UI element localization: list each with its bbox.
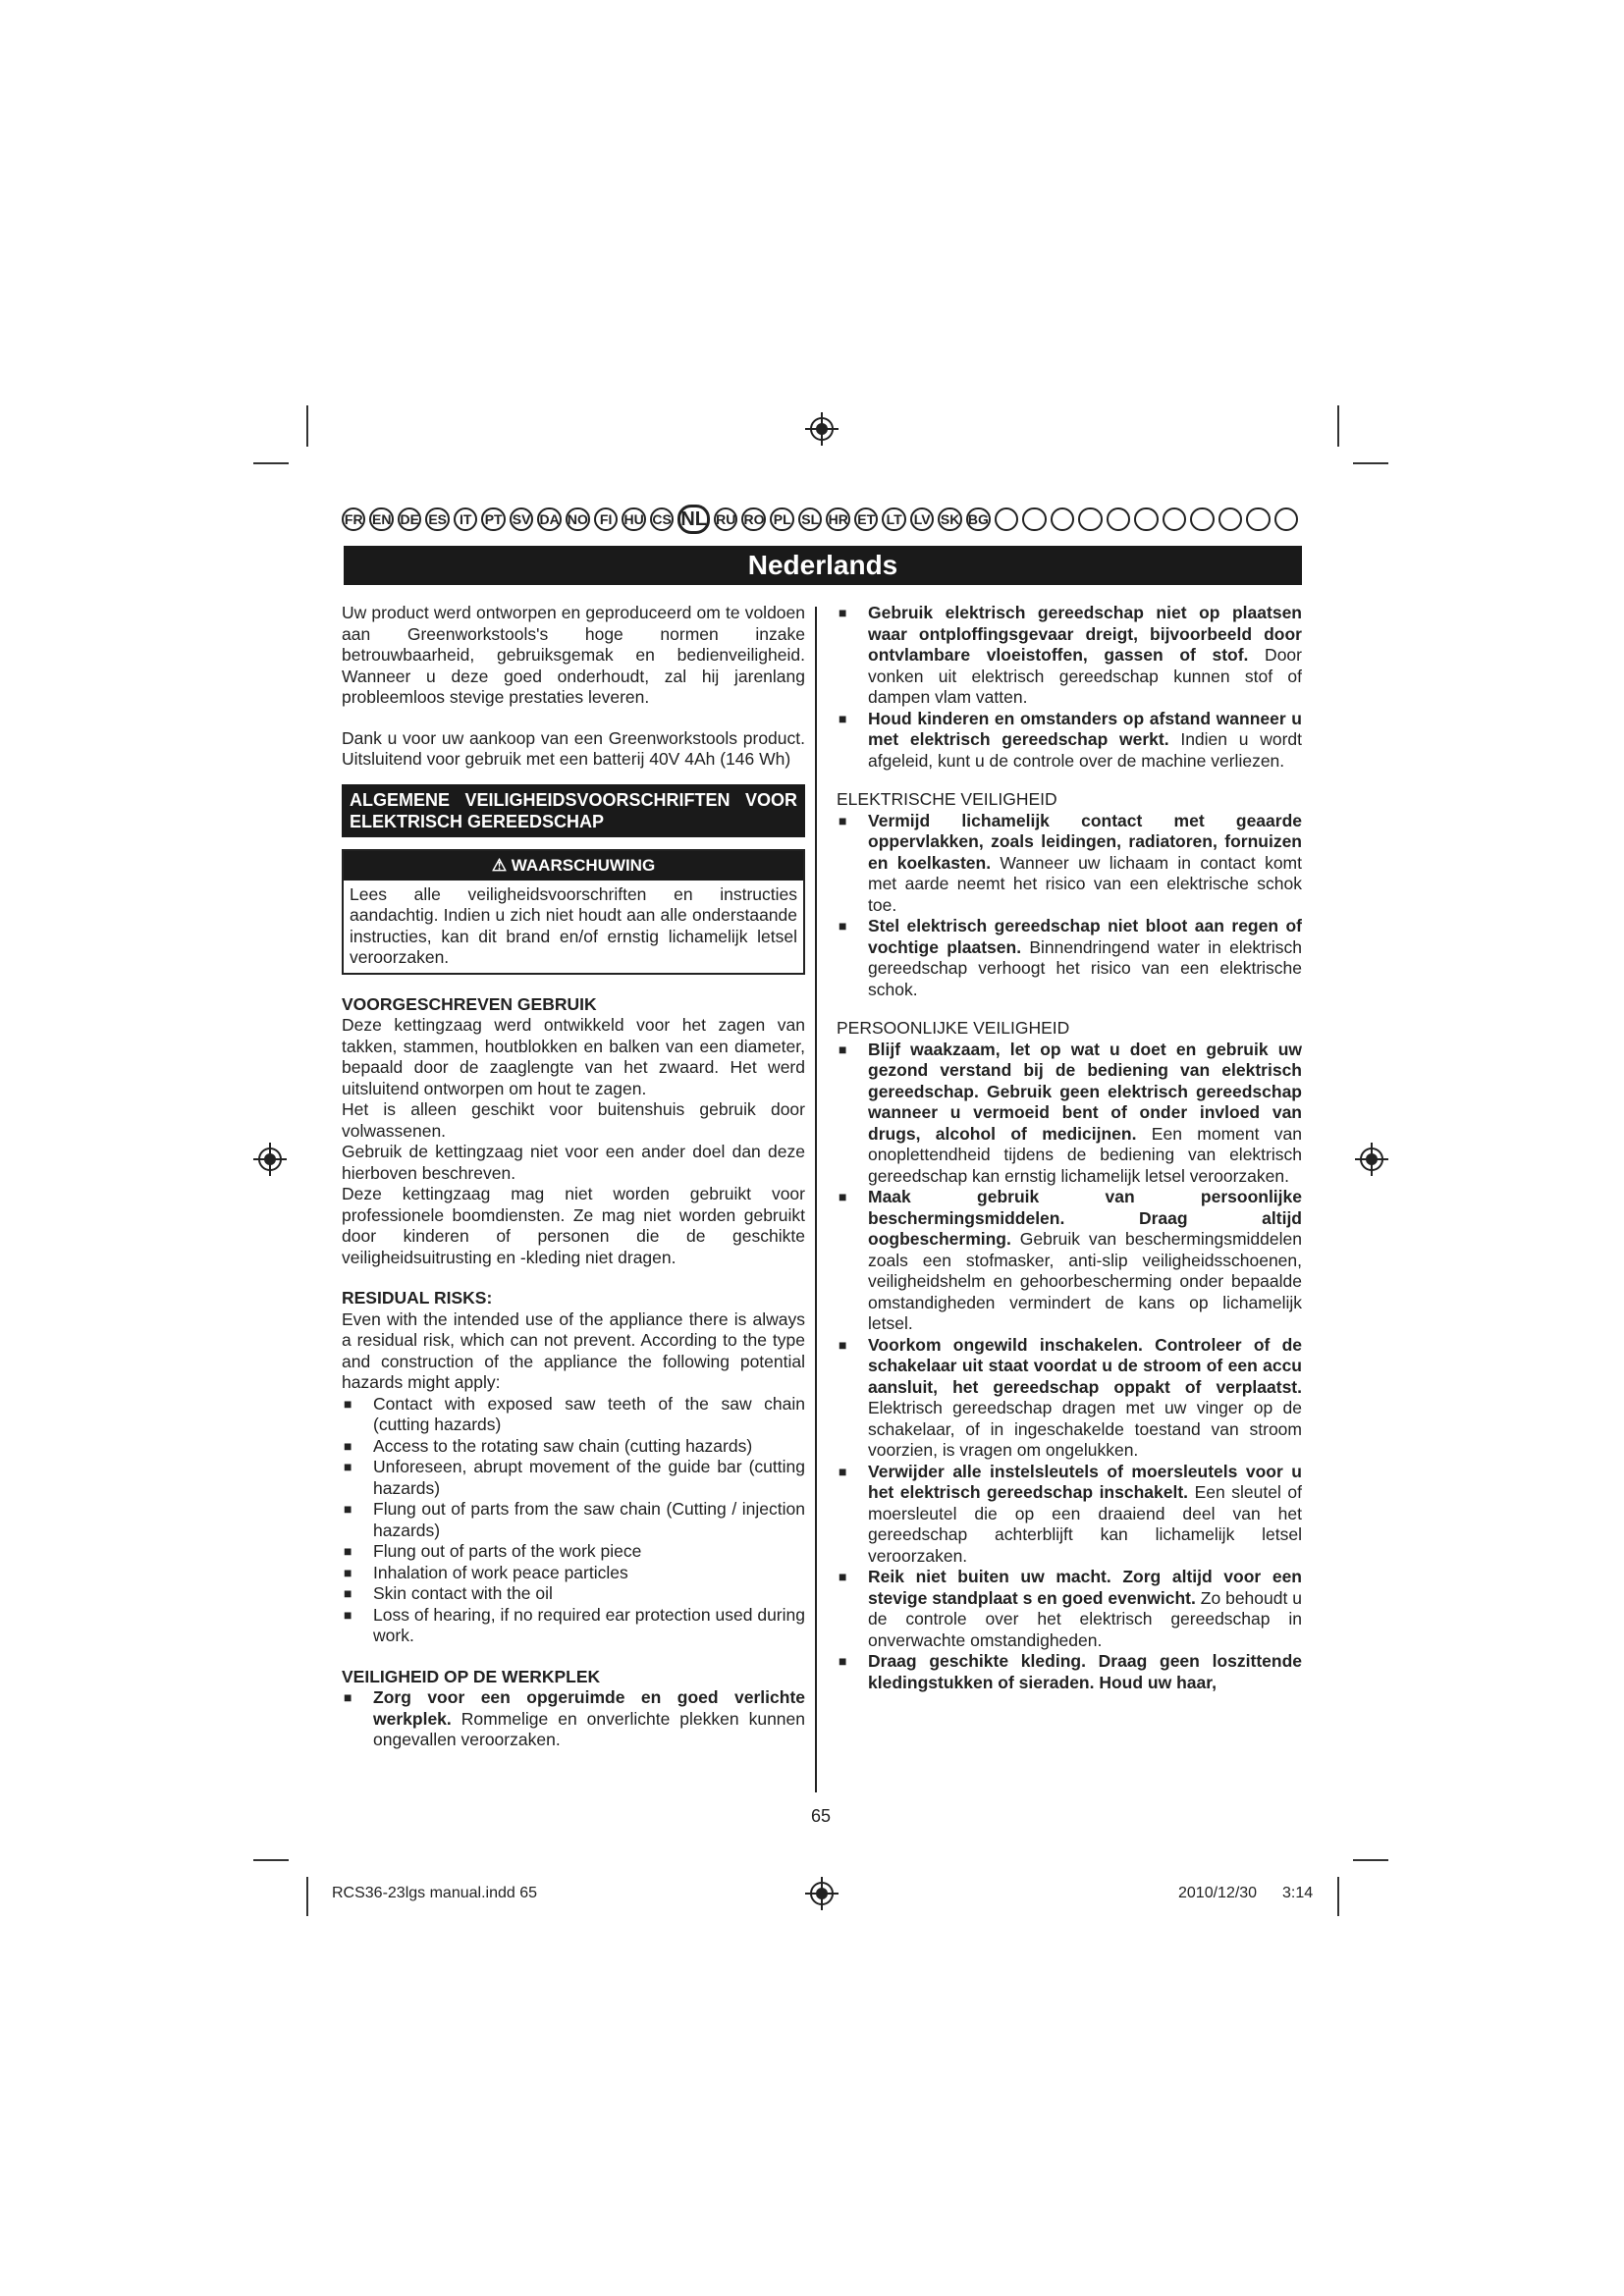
list-item xyxy=(837,1567,1302,1651)
list-item-bold: Maak gebruik van persoonlijke beschermingsmiddelen. Draag altijd oogbescherming. xyxy=(868,1187,1302,1249)
language-tab xyxy=(1190,507,1214,531)
language-tab xyxy=(995,507,1018,531)
registration-mark-icon xyxy=(251,1141,289,1178)
warning-header xyxy=(344,851,803,881)
language-tab: HR xyxy=(826,507,849,531)
registration-mark-icon xyxy=(803,1875,840,1912)
language-tab: HU xyxy=(622,507,645,531)
paragraph: Het is alleen geschikt voor buitenshuis gebruik door volwassenen. xyxy=(342,1099,805,1141)
language-tab: ES xyxy=(425,507,449,531)
crop-mark xyxy=(1337,1877,1339,1916)
right-column xyxy=(837,603,1302,1693)
language-tab: IT xyxy=(454,507,477,531)
list-item-text: Elektrisch gereedschap dragen met uw vinger op de schakelaar, of in ingeschakelde toestand van stroom voorzien, is vragen om ongelukken. xyxy=(868,1398,1302,1460)
crop-mark xyxy=(253,462,289,464)
language-tab: PT xyxy=(481,507,505,531)
list-item xyxy=(837,1187,1302,1335)
language-tab: SK xyxy=(938,507,961,531)
list-item: ■ Skin contact with the oil xyxy=(342,1583,805,1605)
language-tab xyxy=(1218,507,1242,531)
warning-label: WAARSCHUWING xyxy=(511,855,656,875)
language-tab: SL xyxy=(798,507,822,531)
list-item xyxy=(837,1040,1302,1188)
workplace-list-continued xyxy=(837,603,1302,772)
crop-mark xyxy=(1353,1859,1388,1861)
section-heading: ELEKTRISCHE VEILIGHEID xyxy=(837,789,1057,809)
crop-mark xyxy=(1337,405,1339,447)
language-tab: EN xyxy=(369,507,393,531)
language-tab: NL xyxy=(677,505,710,534)
residual-risk-list xyxy=(342,1394,805,1647)
list-item xyxy=(837,811,1302,917)
language-tab: DE xyxy=(398,507,421,531)
paragraph: Deze kettingzaag mag niet worden gebruikt voor professionele boomdiensten. Ze mag niet worden gebruikt door kinderen of personen die de geschikte veiligheidsuitrusting en -kleding niet dragen. xyxy=(342,1184,805,1267)
list-item xyxy=(837,1651,1302,1693)
footer-time: 3:14 xyxy=(1282,1885,1314,1901)
list-item-text: Gebruik van beschermingsmiddelen zoals een stofmasker, anti-slip veiligheidsschoenen, veiligheidshelm en gehoorbescherming onder bepaalde omstandigheden vermindert de kans op lichamelijk letsel. xyxy=(868,1229,1302,1333)
language-tab xyxy=(1078,507,1102,531)
intro-paragraph: Dank u voor uw aankoop van een Greenworkstools product. Uitsluitend voor gebruik met een batterij 40V 4Ah (146 Wh) xyxy=(342,727,805,769)
list-item-text: Zo behoudt u de controle over het elektrisch gereedschap in onverwachte omstandigheden. xyxy=(868,1587,1303,1650)
list-item: ■ Contact with exposed saw teeth of the saw chain (cutting hazards) xyxy=(342,1394,805,1436)
list-item xyxy=(837,603,1302,709)
list-item xyxy=(837,1462,1302,1568)
crop-mark xyxy=(306,1877,308,1916)
language-tab: DA xyxy=(537,507,561,531)
crop-mark xyxy=(306,405,308,447)
list-item-text: Door vonken uit elektrisch gereedschap kunnen stof of dampen vlam vatten. xyxy=(868,645,1302,707)
language-tab xyxy=(1163,507,1186,531)
list-item-bold: Stel elektrisch gereedschap niet bloot aan regen of vochtige plaatsen. xyxy=(868,916,1302,957)
crop-mark xyxy=(253,1859,289,1861)
language-tab xyxy=(1051,507,1074,531)
list-item-text: Wanneer uw lichaam in contact komt met aarde neemt het risico van een elektrische schok toe. xyxy=(868,852,1302,915)
list-item-bold: Vermijd lichamelijk contact met geaarde oppervlakken, zoals leidingen, radiatoren, fornuizen en koelkasten. xyxy=(868,810,1302,873)
crop-mark xyxy=(1353,462,1388,464)
list-item: ■ Inhalation of work peace particles xyxy=(342,1563,805,1584)
electric-list xyxy=(837,811,1302,1001)
language-tab: NO xyxy=(566,507,590,531)
list-item-bold: Houd kinderen en omstanders op afstand wanneer u met elektrisch gereedschap werkt. xyxy=(868,708,1302,749)
list-item xyxy=(837,916,1302,1000)
left-column xyxy=(342,603,805,1751)
language-tab: SV xyxy=(510,507,533,531)
section-heading: VOORGESCHREVEN GEBRUIK xyxy=(342,993,597,1014)
paragraph: Deze kettingzaag werd ontwikkeld voor het zagen van takken, stammen, houtblokken en balken van een diameter, bepaald door de zaaglengte van het zwaard. Het werd uitsluitend ontworpen om hout te zagen. xyxy=(342,1015,805,1098)
section-heading: RESIDUAL RISKS: xyxy=(342,1288,493,1308)
language-tab xyxy=(1246,507,1270,531)
footer-date: 2010/12/30 xyxy=(1178,1885,1258,1901)
list-item-text: Binnendringend water in elektrisch gereedschap verhoogt het risico van een elektrische schok. xyxy=(868,936,1302,999)
language-tab: FR xyxy=(342,507,365,531)
list-item-bold: Verwijder alle instelsleutels of moersleutels voor u het elektrisch gereedschap inschakelt. xyxy=(868,1461,1302,1502)
warning-triangle-icon: ⚠ xyxy=(491,855,508,875)
language-tab: LT xyxy=(882,507,905,531)
language-tabs xyxy=(342,505,1302,534)
language-tab: ET xyxy=(854,507,878,531)
page-title: Nederlands xyxy=(344,546,1302,585)
list-item-text: Een moment van onoplettendheid tijdens de bediening van elektrisch gereedschap kan ernstig lichamelijk letsel veroorzaken. xyxy=(868,1123,1302,1186)
list-item: ■ Loss of hearing, if no required ear protection used during work. xyxy=(342,1605,805,1647)
language-tab: LV xyxy=(910,507,934,531)
registration-mark-icon xyxy=(803,410,840,448)
language-tab: CS xyxy=(650,507,674,531)
list-item xyxy=(837,1335,1302,1462)
footer-filename: RCS36-23lgs manual.indd 65 xyxy=(332,1885,538,1901)
personal-list xyxy=(837,1040,1302,1694)
section-heading: VEILIGHEID OP DE WERKPLEK xyxy=(342,1666,601,1686)
section-heading: PERSOONLIJKE VEILIGHEID xyxy=(837,1018,1070,1038)
column-divider xyxy=(815,607,817,1792)
list-item: ■ Access to the rotating saw chain (cutting hazards) xyxy=(342,1436,805,1458)
language-tab: BG xyxy=(966,507,991,531)
list-item: ■ Flung out of parts from the saw chain (Cutting / injection hazards) xyxy=(342,1499,805,1541)
list-item-text: Rommelige en onverlichte plekken kunnen ongevallen veroorzaken. xyxy=(373,1708,805,1749)
registration-mark-icon xyxy=(1353,1141,1390,1178)
intro-paragraph: Uw product werd ontworpen en geproduceerd om te voldoen aan Greenworkstools's hoge normen inzake betrouwbaarheid, gebruiksgemak en bedienveiligheid. Wanneer u deze goed onderhoudt, zal hij jarenlang probleemloos stevige prestaties leveren. xyxy=(342,603,805,707)
list-item-bold: Zorg voor een opgeruimde en goed verlichte werkplek. xyxy=(373,1687,805,1729)
language-tab: FI xyxy=(594,507,618,531)
safety-heading: ALGEMENE VEILIGHEIDSVOORSCHRIFTEN VOOR ELEKTRISCH GEREEDSCHAP xyxy=(342,784,805,837)
list-item-bold: Voorkom ongewild inschakelen. Controleer of de schakelaar uit staat voordat u de stroom of een accu aansluit, het gereedschap oppakt of verplaatst. xyxy=(868,1334,1302,1397)
language-tab: RU xyxy=(714,507,737,531)
language-tab xyxy=(1107,507,1130,531)
list-item-bold: Blijf waakzaam, let op wat u doet en gebruik uw gezond verstand bij de bediening van elektrisch gereedschap. Gebruik geen elektrisch gereedschap wanneer u vermoeid bent of onder invloed van drugs, alcohol of medicijnen. xyxy=(868,1039,1302,1144)
language-tab xyxy=(1134,507,1158,531)
warning-text: Lees alle veiligheidsvoorschriften en instructies aandachtig. Indien u zich niet houdt aan alle onderstaande instructies, kan dit brand en/of ernstig lichamelijk letsel veroorzaken. xyxy=(350,883,797,967)
paragraph: Even with the intended use of the appliance there is always a residual risk, which can not prevent. According to the type and construction of the appliance the following potential hazards might apply: xyxy=(342,1308,805,1392)
list-item-bold: Gebruik elektrisch gereedschap niet op plaatsen waar ontploffingsgevaar dreigt, bijvoorbeeld door ontvlambare vloeistoffen, gassen of stof. xyxy=(868,603,1302,665)
language-tab: RO xyxy=(741,507,766,531)
list-item-text: Een sleutel of moersleutel die op een draaiend deel van het gereedschap achterblijft kan lichamelijk letsel veroorzaken. xyxy=(868,1482,1302,1566)
page-number: 65 xyxy=(811,1806,832,1826)
language-tab: PL xyxy=(770,507,793,531)
list-item xyxy=(837,709,1302,773)
language-tab xyxy=(1022,507,1046,531)
workplace-list xyxy=(342,1687,805,1751)
list-item-bold: Reik niet buiten uw macht. Zorg altijd voor een stevige standplaat s en goed evenwicht. xyxy=(868,1567,1302,1608)
list-item xyxy=(342,1687,805,1751)
list-item-text: Indien u wordt afgeleid, kunt u de controle over de machine verliezen. xyxy=(868,729,1303,771)
paragraph: Gebruik de kettingzaag niet voor een ander doel dan deze hierboven beschreven. xyxy=(342,1142,805,1183)
list-item: ■ Unforeseen, abrupt movement of the guide bar (cutting hazards) xyxy=(342,1457,805,1499)
list-item-bold: Draag geschikte kleding. Draag geen loszittende kledingstukken of sieraden. Houd uw haar, xyxy=(868,1651,1302,1692)
language-tab xyxy=(1274,507,1298,531)
list-item: ■ Flung out of parts of the work piece xyxy=(342,1541,805,1563)
warning-box xyxy=(342,849,805,975)
